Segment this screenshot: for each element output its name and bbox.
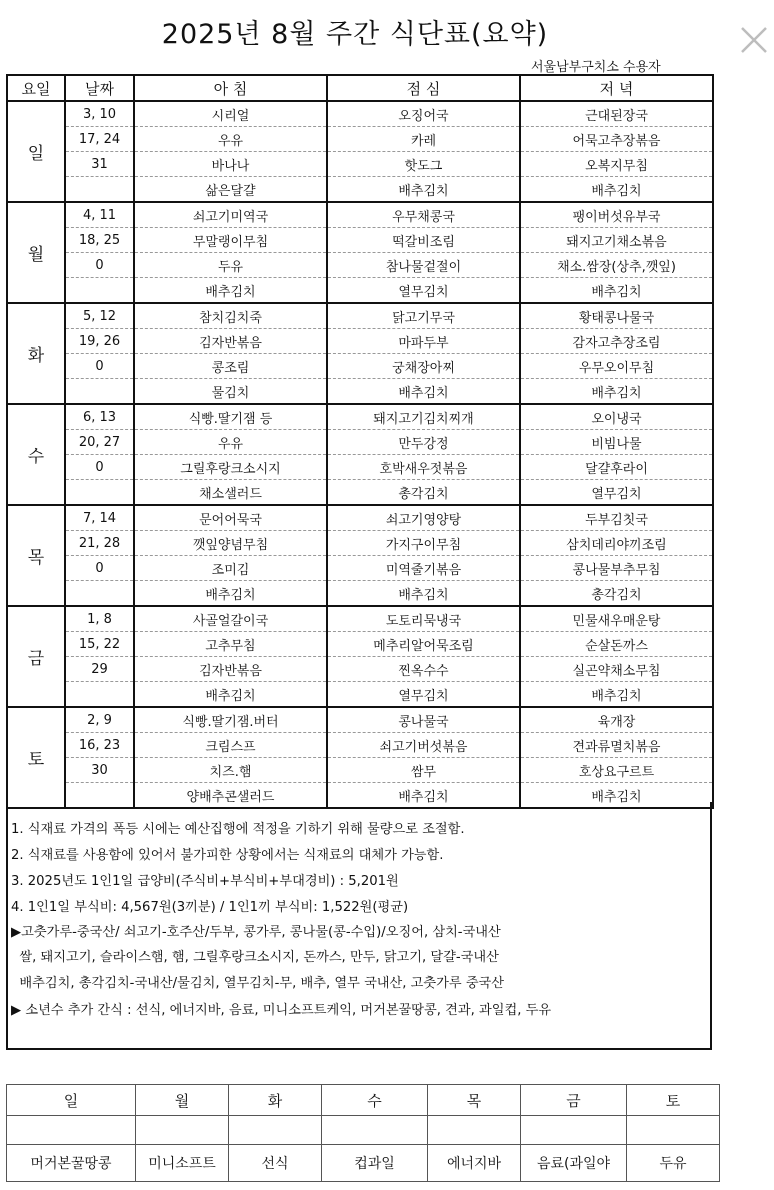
- breakfast-cell: 콩조림: [134, 354, 327, 379]
- dinner-cell: 배추김치: [520, 379, 713, 405]
- lunch-cell: 핫도그: [327, 152, 520, 177]
- dinner-cell: 어묵고추장볶음: [520, 127, 713, 152]
- date-cell: [65, 379, 134, 405]
- dinner-cell: 삼치데리야끼조림: [520, 531, 713, 556]
- header-lunch: 점 심: [327, 75, 520, 101]
- date-cell: [65, 278, 134, 304]
- lunch-cell: 미역줄기볶음: [327, 556, 520, 581]
- breakfast-cell: 물김치: [134, 379, 327, 405]
- lunch-cell: 열무김치: [327, 278, 520, 304]
- lunch-cell: 닭고기무국: [327, 303, 520, 329]
- breakfast-cell: 고추무침: [134, 632, 327, 657]
- lunch-cell: 만두강정: [327, 430, 520, 455]
- snack-item: 컵과일: [322, 1145, 428, 1182]
- snack-item: 두유: [627, 1145, 720, 1182]
- breakfast-cell: 삶은달걀: [134, 177, 327, 203]
- dinner-cell: 팽이버섯유부국: [520, 202, 713, 228]
- note-line: 2. 식재료를 사용함에 있어서 불가피한 상황에서는 식재료의 대체가 가능함.: [11, 848, 444, 863]
- snack-empty-cell: [229, 1116, 322, 1145]
- date-cell: 1, 8: [65, 606, 134, 632]
- date-cell: 4, 11: [65, 202, 134, 228]
- dinner-cell: 오복지무침: [520, 152, 713, 177]
- breakfast-cell: 우유: [134, 127, 327, 152]
- menu-row: [7, 228, 713, 253]
- breakfast-cell: 바나나: [134, 152, 327, 177]
- note-line: 1. 식재료 가격의 폭등 시에는 예산집행에 적정을 기하기 위해 물량으로 조절함.: [11, 822, 465, 837]
- date-cell: [65, 480, 134, 506]
- snack-empty-cell: [627, 1116, 720, 1145]
- page-title: 2025년 8월 주간 식단표(요약): [161, 19, 549, 50]
- lunch-cell: 떡갈비조림: [327, 228, 520, 253]
- breakfast-cell: 그릴후랑크소시지: [134, 455, 327, 480]
- menu-row: [7, 278, 713, 304]
- menu-row: [7, 379, 713, 405]
- menu-row: [7, 733, 713, 758]
- date-cell: 0: [65, 354, 134, 379]
- dinner-cell: 근대된장국: [520, 101, 713, 127]
- menu-row: [7, 127, 713, 152]
- date-cell: 21, 28: [65, 531, 134, 556]
- menu-row: [7, 152, 713, 177]
- breakfast-cell: 배추김치: [134, 682, 327, 708]
- snack-day-row: [7, 1085, 720, 1116]
- menu-row: [7, 707, 713, 733]
- breakfast-cell: 문어어묵국: [134, 505, 327, 531]
- weekly-menu-table: [6, 74, 714, 809]
- snack-item: 미니소프트: [136, 1145, 229, 1182]
- close-icon[interactable]: [738, 24, 770, 56]
- menu-row: [7, 657, 713, 682]
- lunch-cell: 마파두부: [327, 329, 520, 354]
- lunch-cell: 궁채장아찌: [327, 354, 520, 379]
- menu-row: [7, 430, 713, 455]
- note-line: 4. 1인1일 부식비: 4,567원(3끼분) / 1인1끼 부식비: 1,522원(평균): [11, 900, 409, 915]
- date-cell: 20, 27: [65, 430, 134, 455]
- day-of-week: 일: [7, 101, 65, 202]
- day-of-week: 화: [7, 303, 65, 404]
- date-cell: 29: [65, 657, 134, 682]
- date-cell: 17, 24: [65, 127, 134, 152]
- lunch-cell: 오징어국: [327, 101, 520, 127]
- lunch-cell: 열무김치: [327, 682, 520, 708]
- breakfast-cell: 두유: [134, 253, 327, 278]
- day-of-week: 월: [7, 202, 65, 303]
- date-cell: 30: [65, 758, 134, 783]
- menu-row: [7, 202, 713, 228]
- dinner-cell: 두부김칫국: [520, 505, 713, 531]
- menu-row: [7, 329, 713, 354]
- date-cell: 5, 12: [65, 303, 134, 329]
- note-line: 3. 2025년도 1인1일 급양비(주식비+부식비+부대경비) : 5,201원: [11, 874, 399, 889]
- date-cell: 7, 14: [65, 505, 134, 531]
- dinner-cell: 콩나물부추무침: [520, 556, 713, 581]
- lunch-cell: 배추김치: [327, 581, 520, 607]
- lunch-cell: 도토리묵냉국: [327, 606, 520, 632]
- header-dinner: 저 녁: [520, 75, 713, 101]
- snack-empty-cell: [136, 1116, 229, 1145]
- snack-day: 금: [521, 1085, 627, 1116]
- date-cell: 31: [65, 152, 134, 177]
- lunch-cell: 배추김치: [327, 783, 520, 809]
- menu-row: [7, 505, 713, 531]
- lunch-cell: 참나물겉절이: [327, 253, 520, 278]
- menu-row: [7, 632, 713, 657]
- snack-day: 수: [322, 1085, 428, 1116]
- menu-row: [7, 354, 713, 379]
- day-of-week: 목: [7, 505, 65, 606]
- date-cell: [65, 581, 134, 607]
- date-cell: 0: [65, 253, 134, 278]
- menu-row: [7, 556, 713, 581]
- breakfast-cell: 우유: [134, 430, 327, 455]
- dinner-cell: 채소.쌈장(상추,깻잎): [520, 253, 713, 278]
- dinner-cell: 민물새우매운탕: [520, 606, 713, 632]
- breakfast-cell: 양배추콘샐러드: [134, 783, 327, 809]
- date-cell: 3, 10: [65, 101, 134, 127]
- lunch-cell: 쇠고기영양탕: [327, 505, 520, 531]
- dinner-cell: 달걀후라이: [520, 455, 713, 480]
- lunch-cell: 우무채콩국: [327, 202, 520, 228]
- menu-row: [7, 177, 713, 203]
- dinner-cell: 호상요구르트: [520, 758, 713, 783]
- menu-row: [7, 303, 713, 329]
- dinner-cell: 돼지고기채소볶음: [520, 228, 713, 253]
- snack-empty-cell: [322, 1116, 428, 1145]
- day-of-week: 금: [7, 606, 65, 707]
- breakfast-cell: 채소샐러드: [134, 480, 327, 506]
- menu-row: [7, 253, 713, 278]
- menu-row: [7, 581, 713, 607]
- snack-item: 머거본꿀땅콩: [7, 1145, 136, 1182]
- breakfast-cell: 김자반볶음: [134, 329, 327, 354]
- breakfast-cell: 조미김: [134, 556, 327, 581]
- breakfast-cell: 참치김치죽: [134, 303, 327, 329]
- breakfast-cell: 크림스프: [134, 733, 327, 758]
- lunch-cell: 가지구이무침: [327, 531, 520, 556]
- lunch-cell: 메추리알어묵조림: [327, 632, 520, 657]
- date-cell: 16, 23: [65, 733, 134, 758]
- menu-row: [7, 758, 713, 783]
- breakfast-cell: 깻잎양념무침: [134, 531, 327, 556]
- breakfast-cell: 사골얼갈이국: [134, 606, 327, 632]
- menu-row: [7, 404, 713, 430]
- lunch-cell: 배추김치: [327, 379, 520, 405]
- date-cell: 2, 9: [65, 707, 134, 733]
- dinner-cell: 배추김치: [520, 177, 713, 203]
- breakfast-cell: 김자반볶음: [134, 657, 327, 682]
- lunch-cell: 카레: [327, 127, 520, 152]
- dinner-cell: 비빔나물: [520, 430, 713, 455]
- breakfast-cell: 배추김치: [134, 581, 327, 607]
- snack-day: 일: [7, 1085, 136, 1116]
- snack-item: 선식: [229, 1145, 322, 1182]
- snack-item: 음료(과일야: [521, 1145, 627, 1182]
- menu-header-row: [7, 75, 713, 101]
- dinner-cell: 배추김치: [520, 278, 713, 304]
- notes-section: [6, 802, 712, 1050]
- snack-day: 월: [136, 1085, 229, 1116]
- date-cell: 0: [65, 455, 134, 480]
- header-day: 요일: [7, 75, 65, 101]
- breakfast-cell: 치즈.햄: [134, 758, 327, 783]
- breakfast-cell: 시리얼: [134, 101, 327, 127]
- note-line: ▶ 소년수 추가 간식 : 선식, 에너지바, 음료, 미니소프트케익, 머거본꿀땅콩, 견과, 과일컵, 두유: [11, 1003, 552, 1018]
- date-cell: 19, 26: [65, 329, 134, 354]
- day-of-week: 수: [7, 404, 65, 505]
- lunch-cell: 쌈무: [327, 758, 520, 783]
- date-cell: 18, 25: [65, 228, 134, 253]
- dinner-cell: 오이냉국: [520, 404, 713, 430]
- header-breakfast: 아 침: [134, 75, 327, 101]
- date-cell: 0: [65, 556, 134, 581]
- date-cell: [65, 682, 134, 708]
- youth-snack-table: [6, 1084, 720, 1182]
- breakfast-cell: 쇠고기미역국: [134, 202, 327, 228]
- note-line: 배추김치, 총각김치-국내산/물김치, 열무김치-무, 배추, 열무 국내산, 고춧가루 중국산: [11, 976, 505, 991]
- institution-label: 서울남부구치소 수용자: [531, 60, 661, 75]
- note-line: ▶고춧가루-중국산/ 쇠고기-호주산/두부, 콩가루, 콩나물(콩-수입)/오징어, 삼치-국내산: [11, 925, 501, 940]
- date-cell: [65, 177, 134, 203]
- lunch-cell: 총각김치: [327, 480, 520, 506]
- dinner-cell: 배추김치: [520, 783, 713, 809]
- dinner-cell: 견과류멸치볶음: [520, 733, 713, 758]
- breakfast-cell: 배추김치: [134, 278, 327, 304]
- snack-empty-cell: [7, 1116, 136, 1145]
- snack-empty-cell: [428, 1116, 521, 1145]
- dinner-cell: 총각김치: [520, 581, 713, 607]
- menu-row: [7, 101, 713, 127]
- dinner-cell: 우무오이무침: [520, 354, 713, 379]
- date-cell: 15, 22: [65, 632, 134, 657]
- lunch-cell: 배추김치: [327, 177, 520, 203]
- header-date: 날짜: [65, 75, 134, 101]
- snack-item: 에너지바: [428, 1145, 521, 1182]
- snack-day: 화: [229, 1085, 322, 1116]
- menu-row: [7, 682, 713, 708]
- lunch-cell: 쇠고기버섯볶음: [327, 733, 520, 758]
- menu-row: [7, 455, 713, 480]
- snack-day: 토: [627, 1085, 720, 1116]
- dinner-cell: 감자고추장조림: [520, 329, 713, 354]
- breakfast-cell: 무말랭이무침: [134, 228, 327, 253]
- menu-row: [7, 531, 713, 556]
- dinner-cell: 배추김치: [520, 682, 713, 708]
- snack-empty-cell: [521, 1116, 627, 1145]
- dinner-cell: 순살돈까스: [520, 632, 713, 657]
- dinner-cell: 황태콩나물국: [520, 303, 713, 329]
- menu-row: [7, 606, 713, 632]
- dinner-cell: 육개장: [520, 707, 713, 733]
- dinner-cell: 실곤약채소무침: [520, 657, 713, 682]
- day-of-week: 토: [7, 707, 65, 808]
- date-cell: 6, 13: [65, 404, 134, 430]
- note-line: 쌀, 돼지고기, 슬라이스햄, 햄, 그릴후랑크소시지, 돈까스, 만두, 닭고기, 달걀-국내산: [11, 950, 499, 965]
- snack-empty-row: [7, 1116, 720, 1145]
- lunch-cell: 호박새우젓볶음: [327, 455, 520, 480]
- lunch-cell: 돼지고기김치찌개: [327, 404, 520, 430]
- snack-day: 목: [428, 1085, 521, 1116]
- breakfast-cell: 식빵.딸기잼.버터: [134, 707, 327, 733]
- snack-item-row: [7, 1145, 720, 1182]
- lunch-cell: 찐옥수수: [327, 657, 520, 682]
- breakfast-cell: 식빵.딸기잼 등: [134, 404, 327, 430]
- lunch-cell: 콩나물국: [327, 707, 520, 733]
- menu-row: [7, 480, 713, 506]
- dinner-cell: 열무김치: [520, 480, 713, 506]
